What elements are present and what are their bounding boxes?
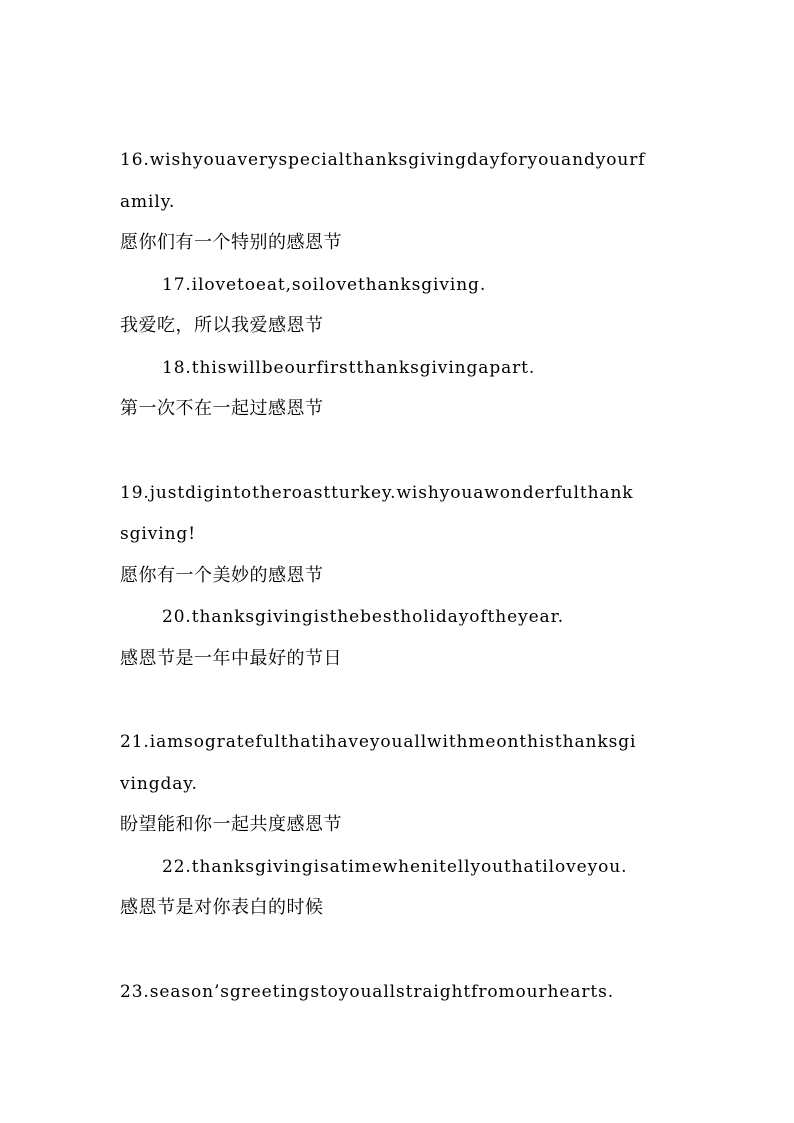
entry-21-chinese: 盼望能和你一起共度感恩节 bbox=[120, 814, 342, 835]
entry-17-chinese: 我爱吃，所以我爱感恩节 bbox=[120, 315, 324, 336]
entry-20-chinese: 感恩节是一年中最好的节日 bbox=[120, 648, 342, 669]
entry-20-english: 20.thanksgivingisthebestholidayoftheyear. bbox=[162, 607, 565, 627]
entry-16-english-line1: 16.wishyouaveryspecialthanksgivingdayforyouandyourf bbox=[120, 150, 646, 170]
entry-16-english-line2: amily. bbox=[120, 192, 176, 212]
entry-23-english: 23.season’sgreetingstoyouallstraightfromourhearts. bbox=[120, 982, 615, 1002]
entry-17-english: 17.ilovetoeat,soilovethanksgiving. bbox=[162, 275, 487, 295]
entry-18-chinese: 第一次不在一起过感恩节 bbox=[120, 398, 324, 419]
entry-21-english-line2: vingday. bbox=[120, 774, 198, 794]
entry-19-chinese: 愿你有一个美妙的感恩节 bbox=[120, 565, 324, 586]
entry-21-english-line1: 21.iamsogratefulthatihaveyouallwithmeonthisthanksgi bbox=[120, 732, 637, 752]
entry-22-chinese: 感恩节是对你表白的时候 bbox=[120, 897, 324, 918]
entry-22-english: 22.thanksgivingisatimewhenitellyouthatiloveyou. bbox=[162, 857, 628, 877]
entry-19-english-line1: 19.justdigintotheroastturkey.wishyouawonderfulthank bbox=[120, 483, 634, 503]
entry-16-chinese: 愿你们有一个特别的感恩节 bbox=[120, 232, 342, 253]
entry-19-english-line2: sgiving! bbox=[120, 524, 196, 544]
entry-18-english: 18.thiswillbeourfirstthanksgivingapart. bbox=[162, 358, 536, 378]
